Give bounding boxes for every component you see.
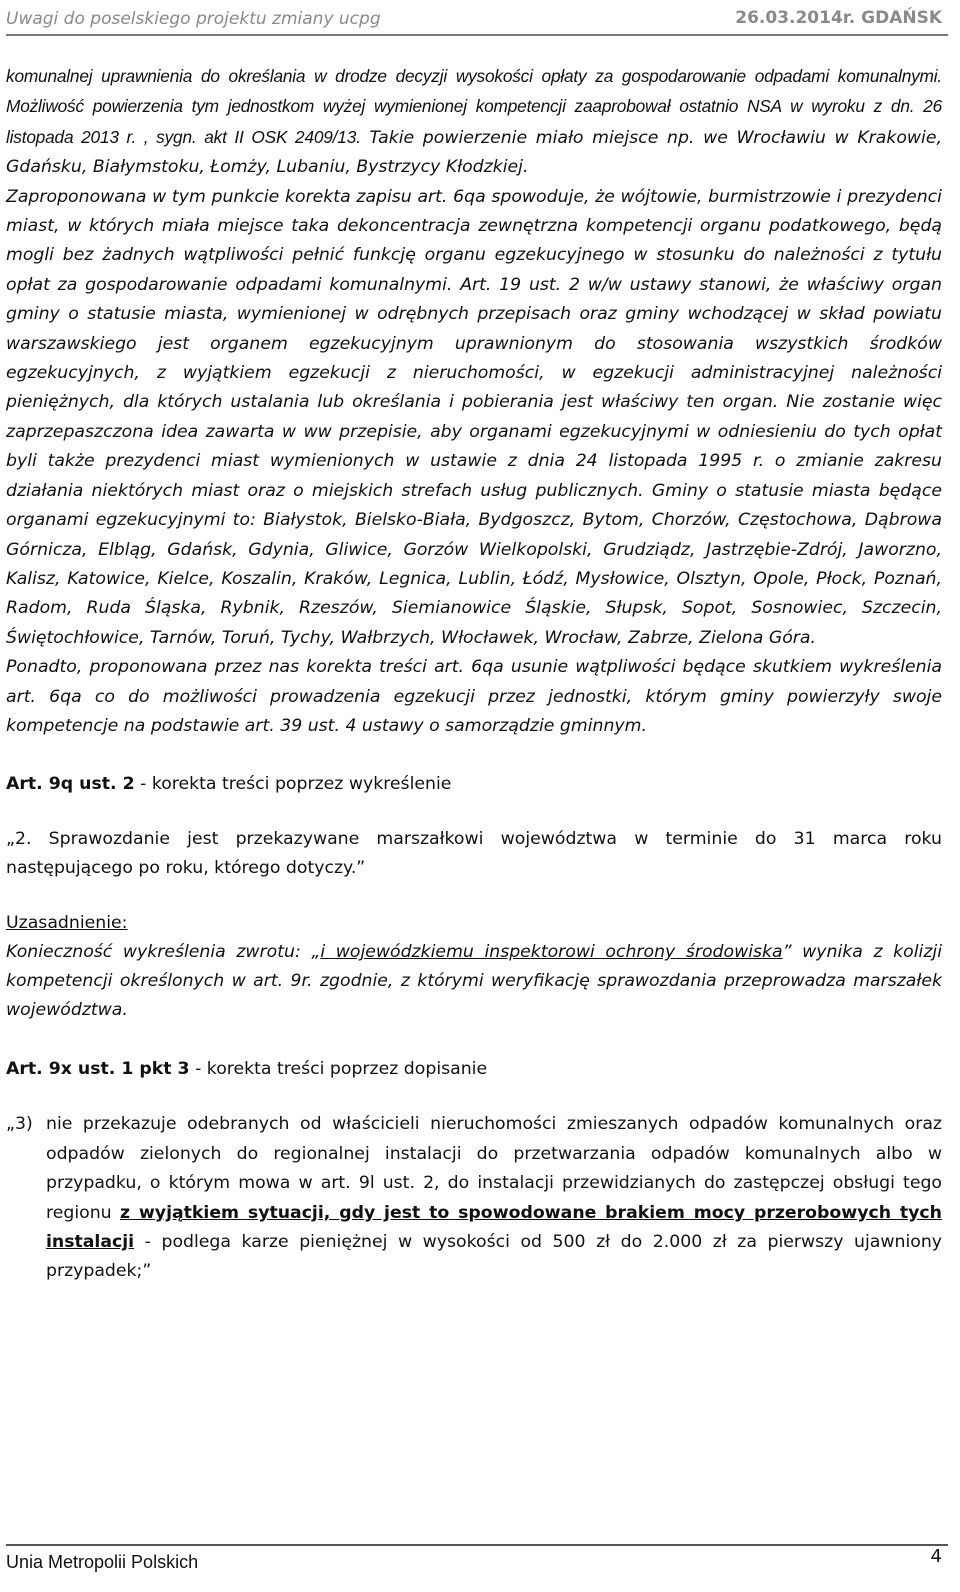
page-header bbox=[6, 8, 948, 36]
cities-sentence: Takie powierzenie miało miejsce np. we Wrocławiu w Krakowie, Gdańsku, Białymstoku, Łomży, Lubaniu, Bystrzycy Kłodzkiej. bbox=[6, 127, 942, 178]
art-9x-heading bbox=[6, 1055, 942, 1084]
closing-paragraph: Ponadto, proponowana przez nas korekta treści art. 6qa usunie wątpliwości będące skutkiem wykreślenia art. 6qa co do możliwości prowadzenia egzekucji przez jednostki, którym gminy powierzyły swoje kompetencje na podstawie art. 39 ust. 4 ustawy o samorządzie gminnym. bbox=[6, 657, 942, 736]
art-9x-ref: Art. 9x ust. 1 pkt 3 bbox=[6, 1059, 190, 1080]
justification-heading: Uzasadnienie: bbox=[6, 913, 128, 934]
art-9q-ref: Art. 9q ust. 2 bbox=[6, 774, 135, 795]
justification-phrase: i wojewódzkiemu inspektorowi ochrony środowiska bbox=[320, 942, 783, 963]
art-9q-quote: „2. Sprawozdanie jest przekazywane marszałkowi województwa w terminie do 31 marca roku następującego po roku, którego dotyczy.” bbox=[6, 829, 942, 879]
page-content bbox=[6, 62, 942, 1287]
art-9q-heading bbox=[6, 770, 942, 799]
item-number: „3) bbox=[6, 1114, 33, 1135]
justification-post: ” wynika z kolizji kompetencji określonych w art. 9r. zgodnie, z którymi weryfikację sprawozdania przeprowadza marszałek województwa. bbox=[6, 942, 943, 1021]
justification-text bbox=[6, 938, 942, 1025]
art-9x-desc: - korekta treści poprzez dopisanie bbox=[189, 1059, 488, 1080]
continuation-paragraph bbox=[6, 62, 942, 183]
item-post: - podlega karze pieniężnej w wysokości od 500 zł do 2.000 zł za pierwszy ujawniony przypadek;” bbox=[46, 1231, 942, 1282]
continuation-lead: komunalnej uprawnienia do określania w drodze decyzji wysokości opłaty za gospodarowanie odpadami komunalnymi. Możliwość powierzenia tym jednostkom wyżej wymienionej kompetencji zaaprobował ostatnio NSA w wyroku z dn. 26 listopada 2013 r. , sygn. akt II OSK 2409/13. bbox=[6, 66, 942, 147]
justification-pre: Konieczność wykreślenia zwrotu: „ bbox=[6, 942, 321, 963]
document-title: Uwagi do poselskiego projektu zmiany ucpg bbox=[6, 9, 381, 29]
art-9q-desc: - korekta treści poprzez wykreślenie bbox=[134, 774, 452, 795]
page-number: 4 bbox=[930, 1546, 942, 1567]
item-text bbox=[46, 1110, 942, 1286]
document-date: 26.03.2014r. GDAŃSK bbox=[735, 8, 942, 28]
page-footer bbox=[6, 1544, 948, 1586]
art-9x-item bbox=[6, 1110, 942, 1286]
footer-organization: Unia Metropolii Polskich bbox=[6, 1552, 199, 1572]
item-pre: nie przekazuje odebranych od właścicieli nieruchomości zmieszanych odpadów komunalnych oraz odpadów zielonych do regionalnej instalacji do przetwarzania odpadów komunalnych albo w przypadku, o którym mowa w art. 9l ust. 2, do instalacji przewidzianych do zastępczej obsługi tego regionu bbox=[46, 1114, 942, 1223]
item-added-text: z wyjątkiem sytuacji, gdy jest to spowodowane brakiem mocy przerobowych tych instalacji bbox=[46, 1202, 942, 1252]
art-6qa-paragraph: Zaproponowana w tym punkcie korekta zapisu art. 6qa spowoduje, że wójtowie, burmistrzowie i prezydenci miast, w których miała miejsce taka dekoncentracja zewnętrzna kompetencji organu podatkowego, będą mogli bez żadnych wątpliwości pełnić funkcję organu egzekucyjnego w stosunku do należności z tytułu opłat za gospodarowanie odpadami komunalnymi. Art. 19 ust. 2 w/w ustawy stanowi, że właściwy organ gminy o statusie miasta, wymienionej w odrębnych przepisach oraz gminy wchodzącej w skład powiatu warszawskiego jest organem egzekucyjnym uprawnionym do stosowania wszystkich środków egzekucyjnych, z wyjątkiem egzekucji z nieruchomości, w egzekucji administracyjnej należności pieniężnych, dla których ustalania lub określania i pobierania jest właściwy ten organ. Nie zostanie więc zaprzepaszczona idea zawarta w ww przepisie, aby organami egzekucyjnymi w odniesieniu do tych opłat byli także prezydenci miast wymienionych w ustawie z dnia 24 listopada 1995 r. o zmianie zakresu działania niektórych miast oraz o miejskich strefach usług publicznych. Gminy o statusie miasta będące organami egzekucyjnymi to: Białystok, Bielsko-Biała, Bydgoszcz, Bytom, Chorzów, Częstochowa, Dąbrowa Górnicza, Elbląg, Gdańsk, Gdynia, Gliwice, Gorzów Wielkopolski, Grudziądz, Jastrzębie-Zdrój, Jaworzno, Kalisz, Katowice, Kielce, Koszalin, Kraków, Legnica, Lublin, Łódź, Mysłowice, Olsztyn, Opole, Płock, Poznań, Radom, Ruda Śląska, Rybnik, Rzeszów, Siemianowice Śląskie, Słupsk, Sopot, Sosnowiec, Szczecin, Świętochłowice, Tarnów, Toruń, Tychy, Wałbrzych, Włocławek, Wrocław, Zabrze, Zielona Góra. bbox=[6, 186, 942, 648]
